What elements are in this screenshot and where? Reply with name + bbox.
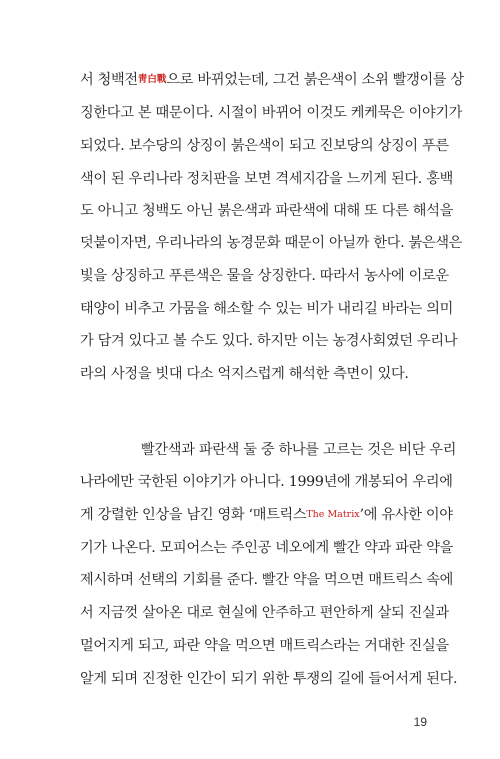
paragraph-1-line-3: 되었다. 보수당의 상징이 붉은색이 되고 진보당의 상징이 푸른 <box>80 138 449 154</box>
text-segment: 게 강렬한 인상을 남긴 영화 ‘매트릭스 <box>80 507 307 523</box>
paragraph-1-line-8: 태양이 비추고 가뭄을 해소할 수 있는 비가 내리길 바라는 의미 <box>80 301 454 317</box>
paragraph-2-line-3 <box>80 505 453 525</box>
paragraph-1-line-1 <box>80 70 464 90</box>
paragraph-1-line-5: 도 아니고 청백도 아닌 붉은색과 파란색에 대해 또 다른 해석을 <box>80 203 454 219</box>
hanja-annotation: 靑白戰 <box>137 74 167 85</box>
paragraph-1-line-2: 징한다고 본 때문이다. 시절이 바뀌어 이것도 케케묵은 이야기가 <box>80 105 463 121</box>
text-segment: 으로 바뀌었는데, 그건 붉은색이 소위 빨갱이를 상 <box>166 72 464 88</box>
paragraph-2-line-2: 나라에만 국한된 이야기가 아니다. 1999년에 개봉되어 우리에 <box>80 474 453 490</box>
paragraph-2-line-1: 빨간색과 파란색 둘 중 하나를 고르는 것은 비단 우리 <box>141 442 457 458</box>
paragraph-1-line-4: 색이 된 우리나라 정치판을 보면 격세지감을 느끼게 된다. 홍백 <box>80 171 454 187</box>
paragraph-1-line-9: 가 담겨 있다고 볼 수도 있다. 하지만 이는 농경사회였던 우리나 <box>80 333 458 349</box>
paragraph-2-line-4: 기가 나온다. 모피어스는 주인공 네오에게 빨간 약과 파란 약을 <box>80 540 454 556</box>
paragraph-2-line-7: 멀어지게 되고, 파란 약을 먹으면 매트릭스라는 거대한 진실을 <box>80 638 449 654</box>
paragraph-2-line-6: 서 지금껏 살아온 대로 현실에 안주하고 편안하게 살되 진실과 <box>80 605 449 621</box>
paragraph-1-line-10: 라의 사정을 빗대 다소 억지스럽게 해석한 측면이 있다. <box>80 366 409 382</box>
text-segment: ’에 유사한 이야 <box>359 507 453 523</box>
text-segment: 서 청백전 <box>80 72 138 88</box>
paragraph-1-line-6: 덧붙이자면, 우리나라의 농경문화 때문이 아닐까 한다. 붉은색은 <box>80 235 463 251</box>
paragraph-1-line-7: 빛을 상징하고 푸른색은 물을 상징한다. 따라서 농사에 이로운 <box>80 268 449 284</box>
paragraph-2-line-8: 알게 되며 진정한 인간이 되기 위한 투쟁의 길에 들어서게 된다. <box>80 671 458 687</box>
page-number: 19 <box>413 715 427 729</box>
paragraph-2-line-5: 제시하며 선택의 기회를 준다. 빨간 약을 먹으면 매트릭스 속에 <box>80 572 454 588</box>
english-annotation: The Matrix <box>306 509 360 520</box>
